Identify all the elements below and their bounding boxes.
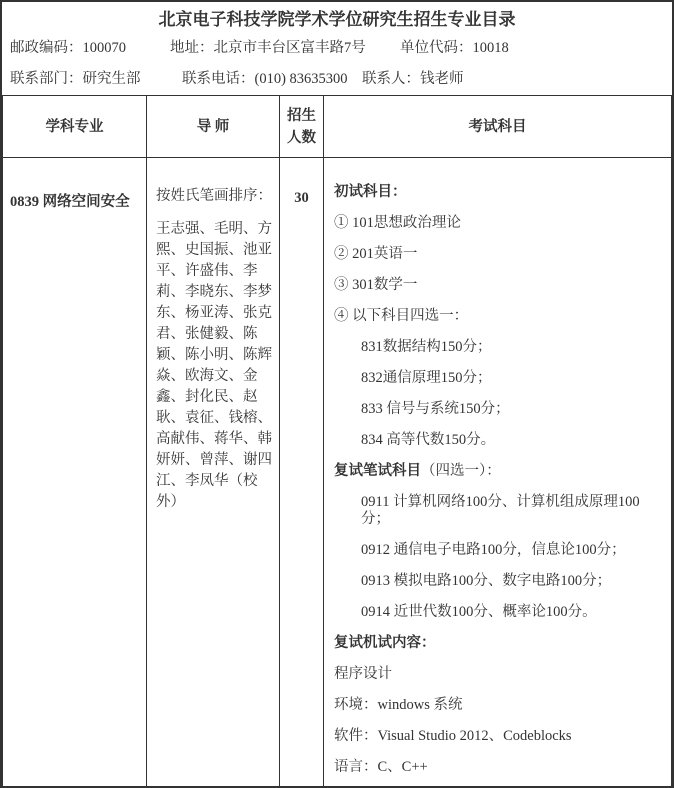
exam-line-text: ④ 以下科目四选一： [334, 308, 469, 324]
exam-line [334, 215, 663, 232]
exam-line [334, 759, 663, 776]
exam-line-bold-text: 复试笔试科目 [334, 463, 421, 479]
exam-line [334, 573, 663, 590]
exam-line-text: ③ 301数学一 [334, 277, 418, 293]
page-title: 北京电子科技学院学术学位研究生招生专业目录 [158, 10, 516, 29]
exam-line [334, 635, 663, 652]
phone-field [182, 64, 362, 95]
postal-code-field [10, 33, 170, 64]
column-header-enrollment [280, 96, 324, 158]
exam-line [334, 370, 663, 387]
exam-line [334, 246, 663, 263]
exam-line [334, 401, 663, 418]
enrollment-cell: 30 [280, 158, 324, 788]
exam-line [334, 666, 663, 683]
column-header-subjects: 考试科目 [324, 96, 672, 158]
exam-line [334, 604, 663, 621]
exam-line-text: 0913 模拟电路100分、数字电路100分； [361, 573, 612, 589]
exam-line-text: 0914 近世代数100分、概率论100分。 [361, 604, 597, 620]
exam-line-text: 831数据结构150分； [361, 339, 492, 355]
postal-code-label: 邮政编码： [10, 40, 83, 56]
mentor-names: 王志强、毛明、方熙、史国振、池亚平、许盛伟、李莉、李晓东、李梦东、杨亚涛、张克君、张健毅、陈颖、陈小明、陈辉焱、欧海文、金鑫、封化民、赵耿、袁征、钱榕、高献伟、蒋华、韩妍妍、曾萍、谢四江、李凤华（校外） [156, 221, 272, 510]
exam-line [334, 542, 663, 559]
postal-code-value: 100070 [82, 40, 126, 56]
exam-line-bold-text: 复试机试内容： [334, 635, 436, 651]
phone-label: 联系电话： [182, 71, 255, 87]
exam-line-text: ① 101思想政治理论 [334, 215, 461, 231]
mentor-sort-note: 按姓氏笔画排序： [156, 188, 272, 204]
catalog-table [2, 95, 672, 788]
exam-line-bold-text: 初试科目： [334, 184, 407, 200]
department-value: 研究生部 [82, 71, 141, 87]
exam-line [334, 432, 663, 449]
exam-subjects-cell [324, 158, 672, 788]
unit-code-label: 单位代码： [400, 40, 473, 56]
address-field [170, 33, 400, 64]
exam-line [334, 494, 663, 528]
unit-code-value: 10018 [472, 40, 509, 56]
exam-line-text: 语言：C、C++ [334, 759, 428, 775]
column-header-mentor: 导 师 [147, 96, 280, 158]
exam-line-text: （四选一）： [421, 463, 501, 479]
document-header [2, 2, 672, 95]
unit-code-field [400, 33, 509, 64]
address-label: 地址： [170, 40, 214, 56]
exam-line [334, 308, 663, 325]
exam-line-text: ② 201英语一 [334, 246, 418, 262]
exam-line-text: 833 信号与系统150分； [361, 401, 510, 417]
contact-person-value: 钱老师 [420, 71, 464, 87]
department-label: 联系部门： [10, 71, 83, 87]
exam-line [334, 463, 663, 480]
exam-line [334, 184, 663, 201]
exam-line [334, 277, 663, 294]
address-value: 北京市丰台区富丰路7号 [213, 40, 366, 56]
exam-line [334, 697, 663, 714]
exam-line-text: 832通信原理150分； [361, 370, 492, 386]
major-cell: 0839 网络空间安全 [3, 158, 147, 788]
column-header-major: 学科专业 [3, 96, 147, 158]
exam-line [334, 339, 663, 356]
exam-line-text: 软件：Visual Studio 2012、Codeblocks [334, 728, 572, 744]
exam-line-text: 环境：windows 系统 [334, 697, 463, 713]
table-row [3, 158, 672, 788]
enrollment-header-line1: 招生 [287, 107, 316, 124]
info-row-contact-1 [10, 33, 664, 64]
info-row-contact-2 [10, 64, 664, 95]
exam-line-text: 0911 计算机网络100分、计算机组成原理100分； [361, 494, 640, 527]
phone-value: (010) 83635300 [254, 71, 348, 87]
department-field [10, 64, 182, 95]
contact-person-field [362, 64, 464, 95]
exam-line [334, 728, 663, 745]
table-header-row [3, 96, 672, 158]
exam-line-text: 0912 通信电子电路100分，信息论100分； [361, 542, 626, 558]
exam-line-text: 834 高等代数150分。 [361, 432, 496, 448]
exam-line-text: 程序设计 [334, 666, 392, 682]
contact-person-label: 联系人： [362, 71, 420, 87]
enrollment-header-line2: 人数 [287, 129, 316, 146]
mentor-cell [147, 158, 280, 788]
